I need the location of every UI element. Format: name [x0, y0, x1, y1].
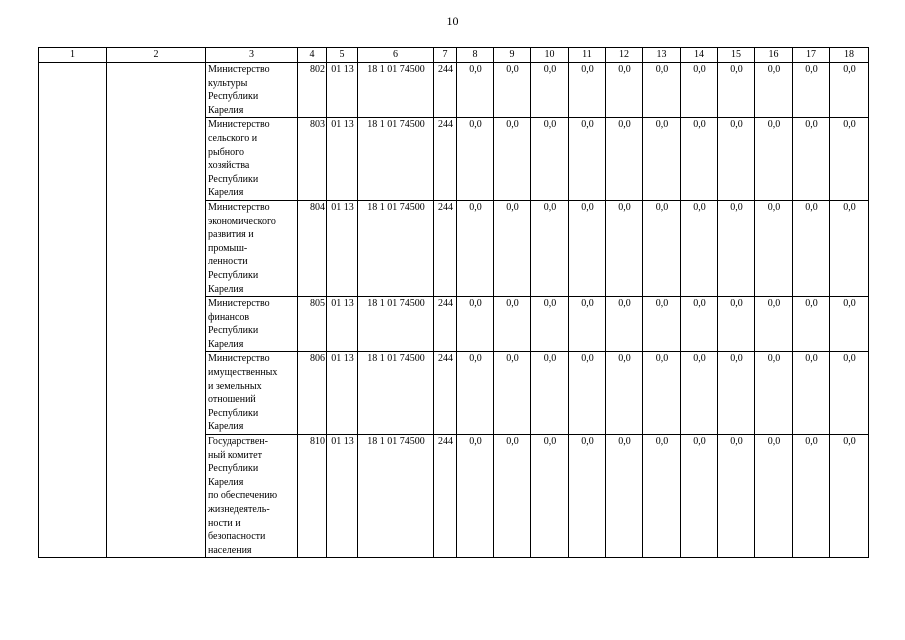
value-cell: 0,0 [606, 63, 643, 118]
organization-name-line: экономического [208, 215, 276, 227]
organization-name-line: Республики [208, 91, 259, 103]
table-body [39, 63, 869, 558]
organization-name-line: Карелия [208, 187, 244, 199]
organization-name-line: безопасности [208, 531, 266, 543]
organization-name-line: Министерство [208, 119, 270, 131]
organization-name [206, 200, 298, 296]
value-cell: 0,0 [830, 352, 869, 435]
cell-col-2 [107, 200, 206, 296]
ministry-code: 810 [298, 435, 327, 558]
value-cell: 0,0 [718, 352, 755, 435]
organization-name-line: отношений [208, 394, 256, 406]
section-code: 01 13 [327, 200, 358, 296]
value-cell: 0,0 [718, 200, 755, 296]
column-header: 4 [298, 48, 327, 63]
value-cell: 0,0 [830, 297, 869, 352]
value-cell: 0,0 [755, 297, 793, 352]
expense-type: 244 [434, 352, 457, 435]
column-header: 12 [606, 48, 643, 63]
value-cell: 0,0 [681, 63, 718, 118]
column-number-row [39, 48, 869, 63]
value-cell: 0,0 [793, 435, 830, 558]
cell-col-2 [107, 118, 206, 201]
organization-name-line: Республики [208, 325, 259, 337]
organization-name-line: Министерство [208, 353, 270, 365]
column-header: 13 [643, 48, 681, 63]
value-cell: 0,0 [457, 352, 494, 435]
organization-name-line: сельского и [208, 132, 258, 144]
value-cell: 0,0 [457, 63, 494, 118]
value-cell: 0,0 [494, 118, 531, 201]
organization-name-line: Карелия [208, 338, 244, 350]
cell-col-1 [39, 435, 107, 558]
value-cell: 0,0 [755, 435, 793, 558]
column-header: 2 [107, 48, 206, 63]
organization-name-line: населения [208, 544, 252, 556]
value-cell: 0,0 [494, 63, 531, 118]
value-cell: 0,0 [531, 435, 569, 558]
organization-name [206, 118, 298, 201]
column-header: 10 [531, 48, 569, 63]
ministry-code: 803 [298, 118, 327, 201]
value-cell: 0,0 [793, 63, 830, 118]
organization-name-line: ленности [208, 256, 248, 268]
value-cell: 0,0 [681, 352, 718, 435]
value-cell: 0,0 [718, 435, 755, 558]
column-header: 15 [718, 48, 755, 63]
organization-name-line: Министерство [208, 298, 270, 310]
ministry-code: 805 [298, 297, 327, 352]
column-header: 3 [206, 48, 298, 63]
value-cell: 0,0 [643, 297, 681, 352]
table-row [39, 435, 869, 558]
column-header: 8 [457, 48, 494, 63]
ministry-code: 804 [298, 200, 327, 296]
table-row [39, 118, 869, 201]
value-cell: 0,0 [606, 297, 643, 352]
ministry-code: 806 [298, 352, 327, 435]
organization-name-line: Карелия [208, 421, 244, 433]
expense-type: 244 [434, 63, 457, 118]
cell-col-2 [107, 63, 206, 118]
value-cell: 0,0 [755, 118, 793, 201]
value-cell: 0,0 [494, 297, 531, 352]
cell-col-2 [107, 352, 206, 435]
value-cell: 0,0 [793, 352, 830, 435]
value-cell: 0,0 [643, 435, 681, 558]
article-code: 18 1 01 74500 [358, 297, 434, 352]
organization-name-line: жизнедеятель- [208, 504, 270, 515]
value-cell: 0,0 [606, 352, 643, 435]
value-cell: 0,0 [718, 297, 755, 352]
value-cell: 0,0 [457, 435, 494, 558]
value-cell: 0,0 [569, 352, 606, 435]
organization-name-line: ный комитет [208, 449, 262, 461]
value-cell: 0,0 [606, 435, 643, 558]
cell-col-1 [39, 200, 107, 296]
value-cell: 0,0 [531, 118, 569, 201]
ministry-code: 802 [298, 63, 327, 118]
value-cell: 0,0 [643, 63, 681, 118]
value-cell: 0,0 [755, 200, 793, 296]
value-cell: 0,0 [830, 118, 869, 201]
organization-name-line: Карелия [208, 476, 244, 488]
organization-name [206, 435, 298, 558]
column-header: 6 [358, 48, 434, 63]
cell-col-2 [107, 297, 206, 352]
organization-name-line: Республики [208, 407, 259, 419]
organization-name-line: и земельных [208, 380, 262, 392]
organization-name-line: Карелия [208, 104, 244, 116]
organization-name-line: ности и [208, 517, 241, 529]
value-cell: 0,0 [643, 352, 681, 435]
value-cell: 0,0 [606, 200, 643, 296]
value-cell: 0,0 [569, 435, 606, 558]
article-code: 18 1 01 74500 [358, 63, 434, 118]
organization-name-line: имущественных [208, 367, 278, 379]
organization-name-line: Карелия [208, 283, 244, 295]
value-cell: 0,0 [830, 63, 869, 118]
section-code: 01 13 [327, 63, 358, 118]
expense-type: 244 [434, 297, 457, 352]
organization-name-line: Республики [208, 173, 259, 185]
organization-name-line: хозяйства [208, 160, 250, 172]
organization-name [206, 297, 298, 352]
value-cell: 0,0 [793, 297, 830, 352]
organization-name-line: Государствен- [208, 436, 268, 448]
section-code: 01 13 [327, 435, 358, 558]
value-cell: 0,0 [457, 297, 494, 352]
value-cell: 0,0 [718, 63, 755, 118]
expense-type: 244 [434, 118, 457, 201]
value-cell: 0,0 [681, 200, 718, 296]
column-header: 9 [494, 48, 531, 63]
column-header: 14 [681, 48, 718, 63]
organization-name-line: Министерство [208, 201, 270, 213]
cell-col-2 [107, 435, 206, 558]
organization-name-line: промыш- [208, 242, 248, 254]
organization-name [206, 63, 298, 118]
value-cell: 0,0 [606, 118, 643, 201]
value-cell: 0,0 [569, 200, 606, 296]
page-number: 10 [446, 14, 459, 28]
cell-col-1 [39, 352, 107, 435]
value-cell: 0,0 [531, 297, 569, 352]
value-cell: 0,0 [755, 63, 793, 118]
value-cell: 0,0 [531, 200, 569, 296]
value-cell: 0,0 [457, 200, 494, 296]
value-cell: 0,0 [681, 435, 718, 558]
value-cell: 0,0 [793, 118, 830, 201]
value-cell: 0,0 [681, 118, 718, 201]
value-cell: 0,0 [755, 352, 793, 435]
value-cell: 0,0 [494, 352, 531, 435]
organization-name-line: рыбного [208, 146, 245, 158]
value-cell: 0,0 [718, 118, 755, 201]
organization-name-line: по обеспечению [208, 490, 278, 502]
cell-col-1 [39, 63, 107, 118]
value-cell: 0,0 [457, 118, 494, 201]
organization-name-line: Министерство [208, 64, 270, 75]
table-row [39, 63, 869, 118]
value-cell: 0,0 [531, 352, 569, 435]
section-code: 01 13 [327, 352, 358, 435]
column-header: 7 [434, 48, 457, 63]
table-row [39, 297, 869, 352]
organization-name-line: Республики [208, 463, 259, 475]
column-header: 5 [327, 48, 358, 63]
section-code: 01 13 [327, 297, 358, 352]
budget-table [38, 47, 869, 558]
table-row [39, 200, 869, 296]
organization-name-line: развития и [208, 229, 254, 241]
value-cell: 0,0 [531, 63, 569, 118]
cell-col-1 [39, 297, 107, 352]
value-cell: 0,0 [793, 200, 830, 296]
value-cell: 0,0 [643, 118, 681, 201]
value-cell: 0,0 [569, 297, 606, 352]
section-code: 01 13 [327, 118, 358, 201]
value-cell: 0,0 [643, 200, 681, 296]
column-header: 17 [793, 48, 830, 63]
organization-name-line: Республики [208, 269, 259, 281]
value-cell: 0,0 [494, 200, 531, 296]
expense-type: 244 [434, 200, 457, 296]
organization-name-line: финансов [208, 311, 250, 323]
column-header: 1 [39, 48, 107, 63]
article-code: 18 1 01 74500 [358, 435, 434, 558]
organization-name [206, 352, 298, 435]
expense-type: 244 [434, 435, 457, 558]
article-code: 18 1 01 74500 [358, 118, 434, 201]
organization-name-line: культуры [208, 77, 248, 89]
column-header: 11 [569, 48, 606, 63]
cell-col-1 [39, 118, 107, 201]
value-cell: 0,0 [569, 118, 606, 201]
value-cell: 0,0 [681, 297, 718, 352]
table-row [39, 352, 869, 435]
article-code: 18 1 01 74500 [358, 200, 434, 296]
value-cell: 0,0 [830, 435, 869, 558]
value-cell: 0,0 [494, 435, 531, 558]
value-cell: 0,0 [569, 63, 606, 118]
column-header: 16 [755, 48, 793, 63]
article-code: 18 1 01 74500 [358, 352, 434, 435]
value-cell: 0,0 [830, 200, 869, 296]
column-header: 18 [830, 48, 869, 63]
